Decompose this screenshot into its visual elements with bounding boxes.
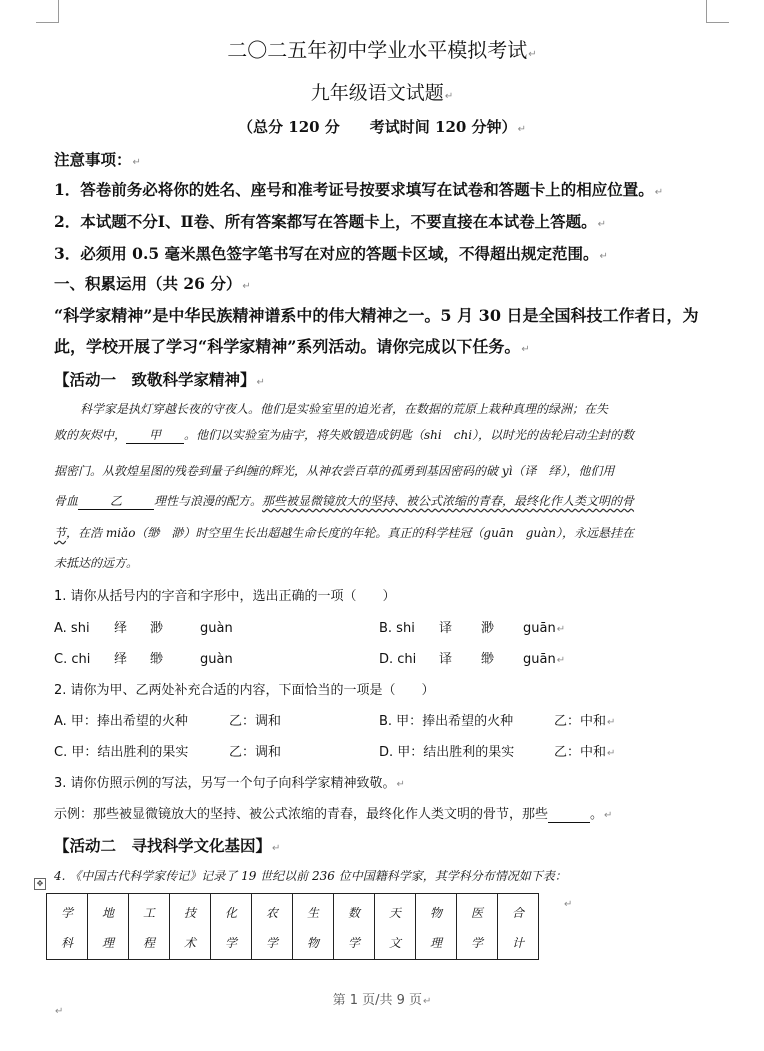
- table-header-char: 理: [429, 936, 442, 950]
- row-end-mark: ↵: [564, 899, 573, 910]
- table-header-char: 生: [306, 906, 319, 920]
- table-header-char: 物: [429, 906, 442, 920]
- table-header-char: 学: [60, 906, 73, 920]
- passage-line-4: 骨血 乙 理性与浪漫的配方。那些被显微镜放大的坚持、被公式浓缩的青春，最终化作人类文明的骨: [54, 494, 635, 508]
- table-header-char: 科: [60, 936, 73, 950]
- q1-option-a: A. shi 绎 渺 guàn: [54, 621, 233, 636]
- question-1-stem: 1. 请你从括号内的字音和字形中，选出正确的一项（ ）: [54, 589, 396, 604]
- question-3-stem: 3. 请你仿照示例的写法，另写一个句子向科学家精神致敬。↵: [54, 776, 405, 791]
- table-move-handle-icon[interactable]: ✥: [34, 878, 46, 890]
- answer-blank: [548, 807, 590, 823]
- section-intro-line2: 此，学校开展了学习“科学家精神”系列活动。请你完成以下任务。↵: [54, 337, 530, 356]
- passage-line-5: 节，在浩 miǎo（缈 渺）时空里生长出超越生命长度的年轮。真正的科学桂冠（guān guàn），永远悬挂在: [54, 526, 635, 540]
- table-header-char: 技: [183, 906, 196, 920]
- table-header-cell: [252, 894, 293, 960]
- table-header-char: 医: [470, 906, 483, 920]
- q1-option-c: C. chi 绎 缈 guàn: [54, 652, 233, 667]
- table-header-row: [47, 894, 539, 960]
- section-intro-line1: “科学家精神”是中华民族精神谱系中的伟大精神之一。5 月 30 日是全国科技工作者日，为: [54, 306, 699, 325]
- exam-title: 二〇二五年初中学业水平模拟考试↵: [227, 38, 537, 62]
- q2-option-b: B. 甲：捧出希望的火种 乙：中和↵: [379, 714, 616, 729]
- table-header-cell: [47, 894, 88, 960]
- table-header-char: 学: [265, 936, 278, 950]
- subject-distribution-table: [46, 893, 539, 960]
- notes-heading: 注意事项：↵: [54, 150, 141, 169]
- exam-subtitle: 九年级语文试题↵: [310, 82, 454, 104]
- table-header-char: 学: [470, 936, 483, 950]
- table-header-char: 学: [224, 936, 237, 950]
- table-header-cell: [334, 894, 375, 960]
- table-header-char: 农: [265, 906, 278, 920]
- table-header-cell: [498, 894, 539, 960]
- note-item-2: 2．本试题不分Ⅰ、Ⅱ卷、所有答案都写在答题卡上，不要直接在本试卷上答题。↵: [54, 212, 606, 231]
- table-header-char: 化: [224, 906, 237, 920]
- table-header-char: 理: [101, 936, 114, 950]
- page-footer: 第 1 页/共 9 页↵: [332, 993, 432, 1008]
- q2-option-c: C. 甲：结出胜利的果实 乙：调和: [54, 745, 282, 760]
- exam-info: （总分 120 分 考试时间 120 分钟）↵: [238, 118, 526, 136]
- table-header-cell: [416, 894, 457, 960]
- table-header-cell: [88, 894, 129, 960]
- table-header-cell: [170, 894, 211, 960]
- table-header-char: 地: [101, 906, 114, 920]
- section-heading: 一、积累运用（共 26 分）↵: [54, 274, 251, 293]
- table-header-cell: [129, 894, 170, 960]
- question-4-stem: 4. 《中国古代科学家传记》记录了 19 世纪以前 236 位中国籍科学家，其学科分布情况如下表：: [54, 869, 567, 883]
- table-header-char: 术: [183, 936, 196, 950]
- note-item-1: 1．答卷前务必将你的姓名、座号和准考证号按要求填写在试卷和答题卡上的相应位置。↵: [54, 180, 664, 199]
- q1-option-d: D. chi 译 缈 guān↵: [379, 652, 566, 667]
- crop-mark-top-left: [36, 0, 59, 23]
- table-header-char: 物: [306, 936, 319, 950]
- passage-line-1: 科学家是执灯穿越长夜的守夜人。他们是实验室里的追光者，在数据的荒原上栽种真理的绿洲；在失: [80, 402, 609, 416]
- table-header-cell: [211, 894, 252, 960]
- passage-line-6: 未抵达的远方。: [54, 556, 139, 570]
- table-header-char: 程: [142, 936, 155, 950]
- paragraph-end-mark: ↵: [55, 1006, 64, 1017]
- activity-one-heading: 【活动一 致敬科学家精神】↵: [54, 370, 265, 389]
- note-item-3: 3．必须用 0.5 毫米黑色签字笔书写在对应的答题卡区域，不得超出规定范围。↵: [54, 244, 608, 263]
- table-header-char: 计: [511, 936, 524, 950]
- activity-two-heading: 【活动二 寻找科学文化基因】↵: [54, 836, 281, 855]
- question-3-example: 示例：那些被显微镜放大的坚持、被公式浓缩的青春，最终化作人类文明的骨节，那些 。↵: [54, 807, 613, 822]
- table-header-cell: [375, 894, 416, 960]
- crop-mark-top-right: [706, 0, 729, 23]
- passage-line-3: 据密门。从敦煌星图的残卷到量子纠缠的辉光，从神农尝百草的孤勇到基因密码的破 yì（译 绎），他们用: [54, 464, 615, 478]
- table-header-cell: [457, 894, 498, 960]
- blank-yi: 乙: [78, 492, 154, 510]
- table-header-char: 合: [511, 906, 524, 920]
- table-header-cell: [293, 894, 334, 960]
- q1-option-b: B. shi 译 渺 guān↵: [379, 621, 566, 636]
- question-2-stem: 2. 请你为甲、乙两处补充合适的内容，下面恰当的一项是（ ）: [54, 683, 435, 698]
- blank-jia: 甲: [126, 426, 184, 444]
- table-header-char: 文: [388, 936, 401, 950]
- passage-line-2: 败的灰烬中， 甲 。他们以实验室为庙宇，将失败锻造成钥匙（shi chi），以时光的齿轮启动尘封的数: [54, 428, 635, 442]
- table-header-char: 工: [142, 906, 155, 920]
- table-header-char: 天: [388, 906, 401, 920]
- table-header-char: 数: [347, 906, 360, 920]
- table-header-char: 学: [347, 936, 360, 950]
- q2-option-a: A. 甲：捧出希望的火种 乙：调和: [54, 714, 282, 729]
- q2-option-d: D. 甲：结出胜利的果实 乙：中和↵: [379, 745, 616, 760]
